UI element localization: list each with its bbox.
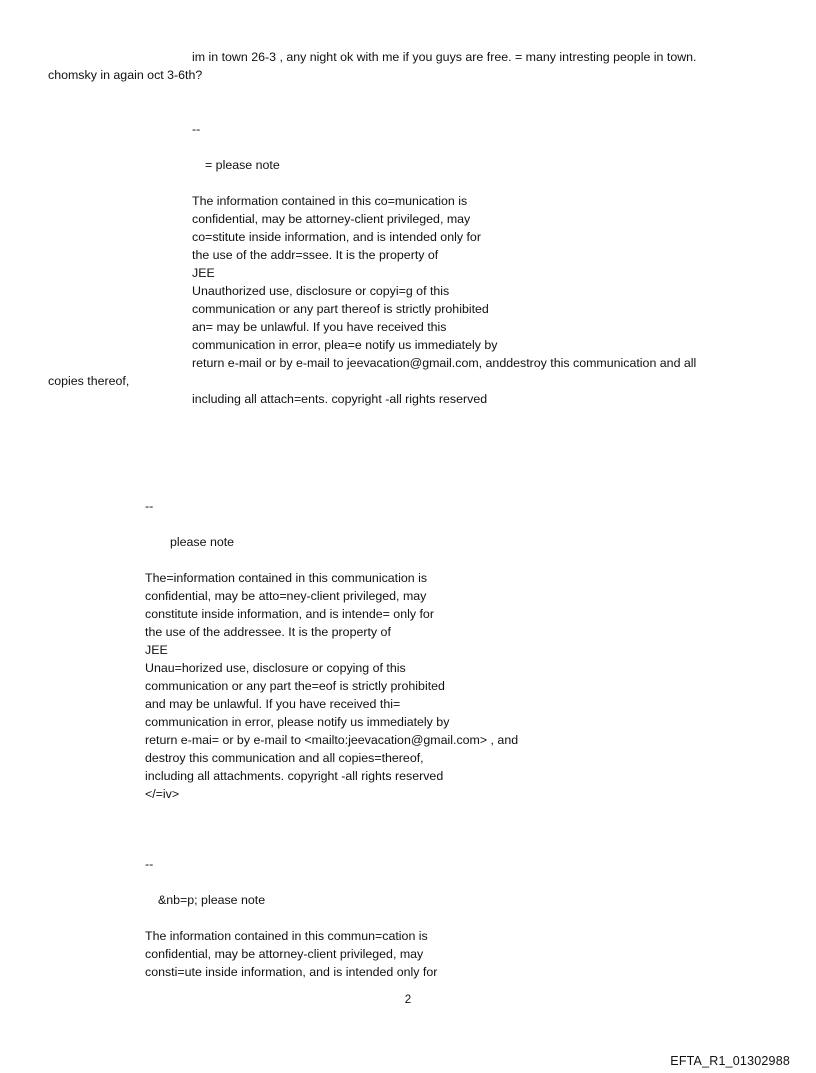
- html-fragment: </=iv>: [145, 787, 180, 801]
- disclaimer-line: including all attach=ents. copyright -all rights reserved: [192, 392, 488, 406]
- disclaimer-line: an= may be unlawful. If you have received this: [192, 320, 447, 334]
- signature-separator: --: [145, 499, 154, 513]
- disclaimer-line: communication or any part the=eof is strictly prohibited: [145, 679, 445, 693]
- disclaimer-line: confidential, may be atto=ney-client privileged, may: [145, 589, 427, 603]
- disclaimer-line: including all attachments. copyright -all rights reserved: [145, 769, 444, 783]
- disclaimer-line: return e-mail or by e-mail to jeevacation@gmail.com, anddestroy this communication and all: [192, 356, 697, 370]
- please-note-heading: &nb=p; please note: [158, 893, 266, 907]
- bates-number: EFTA_R1_01302988: [670, 1054, 790, 1068]
- please-note-heading: = please note: [205, 158, 280, 172]
- please-note-heading: please note: [170, 535, 235, 549]
- message-line-2: chomsky in again oct 3-6th?: [48, 68, 203, 82]
- disclaimer-line: Unauthorized use, disclosure or copyi=g of this: [192, 284, 450, 298]
- disclaimer-line: and may be unlawful. If you have received thi=: [145, 697, 401, 711]
- disclaimer-line: JEE: [145, 643, 168, 657]
- disclaimer-line: return e-mai= or by e-mail to <mailto:jeevacation@gmail.com> , and: [145, 733, 519, 747]
- disclaimer-line: confidential, may be attorney-client privileged, may: [145, 947, 424, 961]
- disclaimer-line: JEE: [192, 266, 215, 280]
- disclaimer-line: The information contained in this co=munication is: [192, 194, 468, 208]
- message-line-1: im in town 26-3 , any night ok with me if you guys are free. = many intresting people in town.: [192, 50, 697, 64]
- disclaimer-line: The information contained in this commun=cation is: [145, 929, 428, 943]
- signature-separator: --: [145, 857, 154, 871]
- disclaimer-line: The=information contained in this communication is: [145, 571, 428, 585]
- disclaimer-line: confidential, may be attorney-client privileged, may: [192, 212, 471, 226]
- disclaimer-line: Unau=horized use, disclosure or copying of this: [145, 661, 406, 675]
- disclaimer-line-wrap: copies thereof,: [48, 374, 130, 388]
- disclaimer-line: communication or any part thereof is strictly prohibited: [192, 302, 489, 316]
- disclaimer-line: constitute inside information, and is intende= only for: [145, 607, 434, 621]
- disclaimer-line: consti=ute inside information, and is intended only for: [145, 965, 438, 979]
- disclaimer-line: communication in error, plea=e notify us immediately by: [192, 338, 498, 352]
- disclaimer-line: co=stitute inside information, and is intended only for: [192, 230, 481, 244]
- disclaimer-line: the use of the addressee. It is the property of: [145, 625, 391, 639]
- disclaimer-line: communication in error, please notify us immediately by: [145, 715, 450, 729]
- disclaimer-line: destroy this communication and all copies=thereof,: [145, 751, 424, 765]
- disclaimer-line: the use of the addr=ssee. It is the property of: [192, 248, 439, 262]
- signature-separator: --: [192, 122, 201, 136]
- page-number: 2: [404, 994, 412, 1006]
